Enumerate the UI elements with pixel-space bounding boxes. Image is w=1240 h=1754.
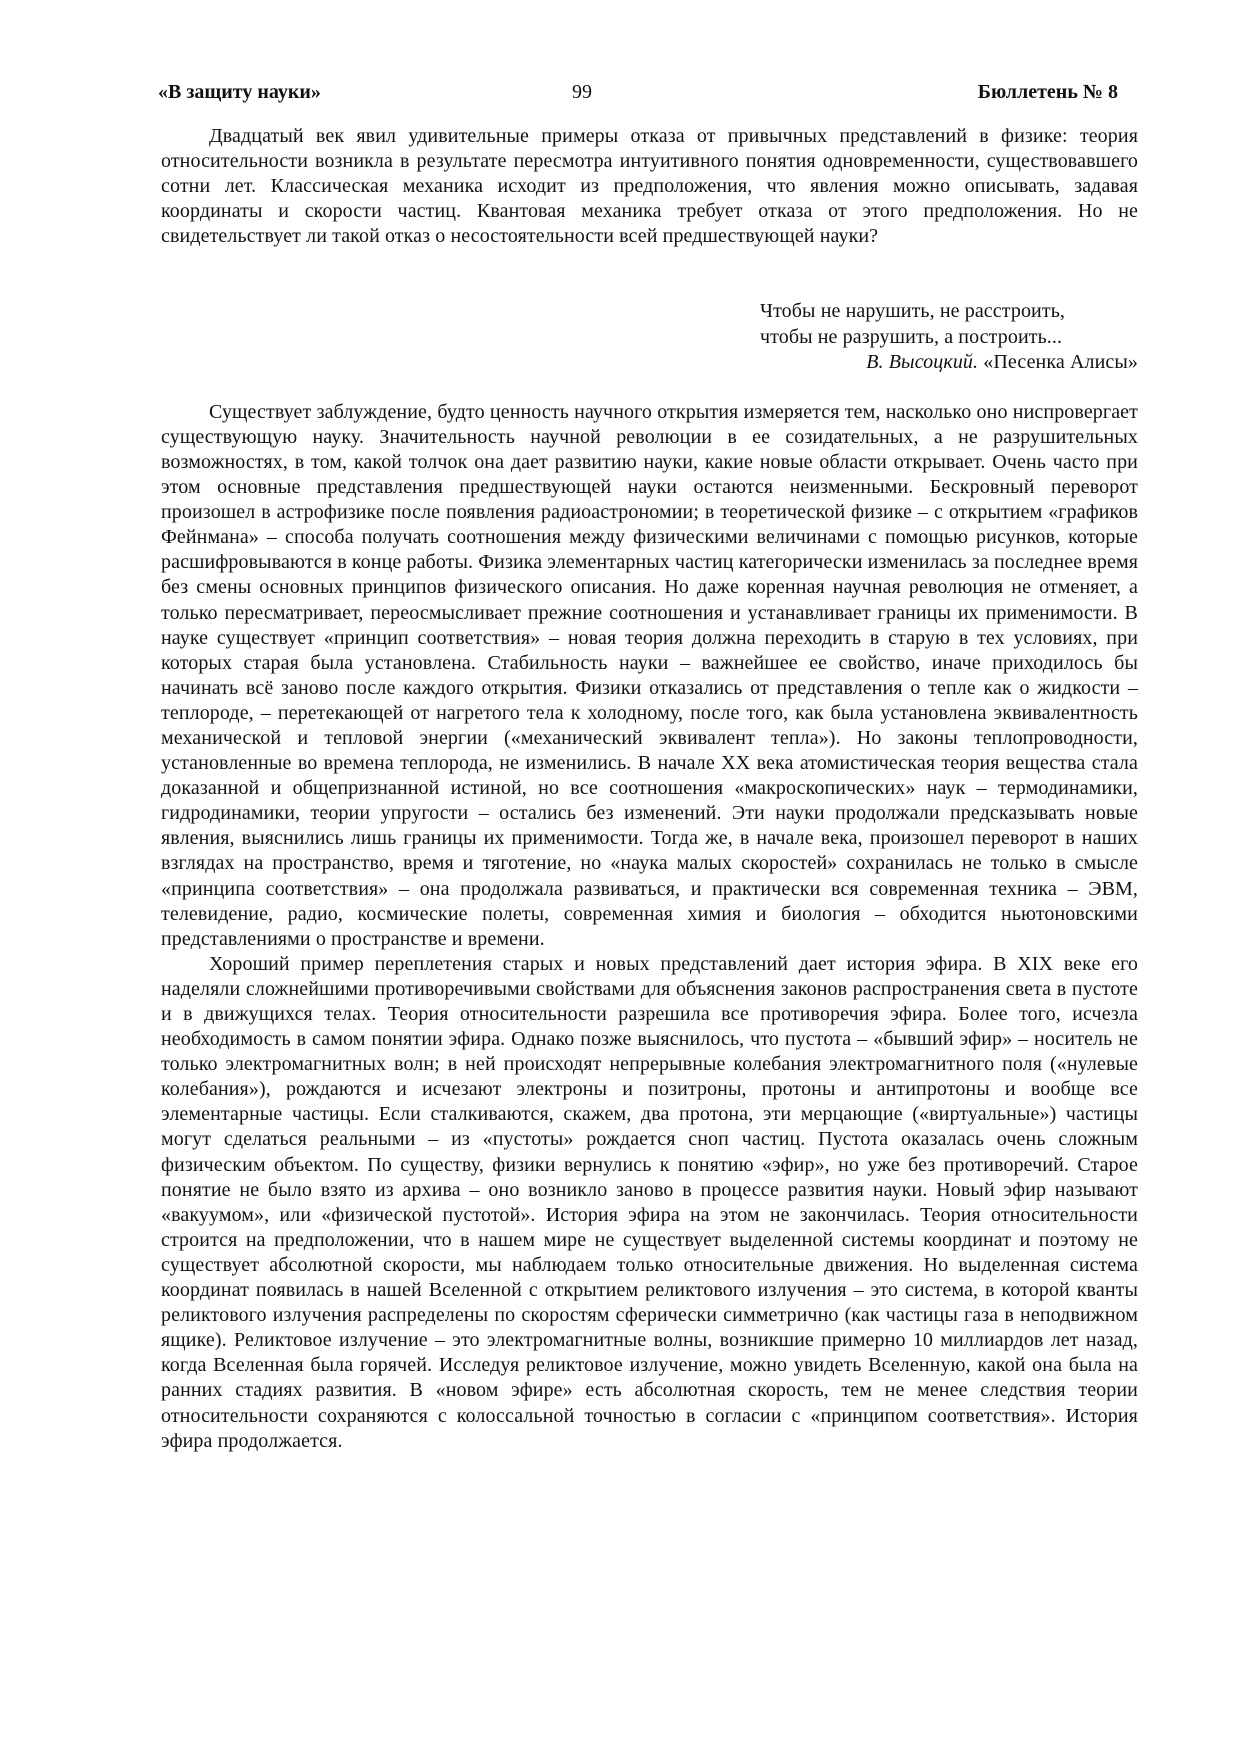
paragraph-science-stability: Существует заблуждение, будто ценность научного открытия измеряется тем, насколько оно ниспровергает существующую науку. Значительность научной революции в ее созидательных, а не разрушительных возможностях, в том, какой толчок она дает развитию науки, какие новые области открывает. Очень часто при этом основные представления предшествующей науки остаются неизменными. Бескровный переворот произошел в астрофизике после появления радиоастрономии; в теоретической физике – с открытием «графиков Фейнмана» – способа получать соотношения между физическими величинами с помощью рисунков, которые расшифровываются в конце работы. Физика элементарных частиц категорически изменилась за последнее время без смены основных принципов физического описания. Но даже коренная научная революция не отменяет, а только пересматривает, переосмысливает прежние соотношения и устанавливает границы их применимости. В науке существует «принцип соответствия» – новая теория должна переходить в старую в тех условиях, при которых старая была установлена. Стабильность науки – важнейшее ее свойство, иначе приходилось бы начинать всё заново после каждого открытия. Физики отказались от представления о тепле как о жидкости – теплороде, – перетекающей от нагретого тела к холодному, после того, как была установлена эквивалентность механической и тепловой энергии («механический эквивалент тепла»). Но законы теплопроводности, установленные во времена теплорода, не изменились. В начале XX века атомистическая теория вещества стала доказанной и общепризнанной истиной, но все соотношения «макроскопических» наук – термодинамики, гидродинамики, теории упругости – остались без изменений. Эти науки продолжали предсказывать новые явления, выяснились лишь границы их применимости. Тогда же, в начале века, произошел переворот в наших взглядах на пространство, время и тяготение, но «наука малых скоростей» сохранилась не только в смысле «принципа соответствия» – она продолжала развиваться, и практически вся современная техника – ЭВМ, телевидение, радио, космические полеты, современная химия и биология – обходится ньютоновскими представлениями о пространстве и времени.	[161, 400, 1138, 950]
paragraph-ether-history: Хороший пример переплетения старых и новых представлений дает история эфира. В XIX веке его наделяли сложнейшими противоречивыми свойствами для объяснения законов распространения света в пустоте и в движущихся телах. Теория относительности разрешила все противоречия эфира. Более того, исчезла необходимость в самом понятии эфира. Однако позже выяснилось, что пустота – «бывший эфир» – носитель не только электромагнитных волн; в ней происходят непрерывные колебания электромагнитного поля («нулевые колебания»), рождаются и исчезают электроны и позитроны, протоны и антипротоны и вообще все элементарные частицы. Если сталкиваются, скажем, два протона, эти мерцающие («виртуальные») частицы могут сделаться реальными – из «пустоты» рождается сноп частиц. Пустота оказалась очень сложным физическим объектом. По существу, физики вернулись к понятию «эфир», но уже без противоречий. Старое понятие не было взято из архива – оно возникло заново в процессе развития науки. Новый эфир называют «вакуумом», или «физической пустотой». История эфира на этом не закончилась. Теория относительности строится на предположении, что в нашем мире не существует выделенной системы координат и поэтому не существует абсолютной скорости, мы наблюдаем только относительные движения. Но выделенная система координат появилась в нашей Вселенной с открытием реликтового излучения – это система, в которой кванты реликтового излучения распределены по скоростям сферически симметрично (как частицы газа в неподвижном ящике). Реликтовое излучение – это электромагнитные волны, возникшие примерно 10 миллиардов лет назад, когда Вселенная была горячей. Исследуя реликтовое излучение, можно увидеть Вселенную, какой она была на ранних стадиях развития. В «новом эфире» есть абсолютная скорость, тем не менее следствия теории относительности сохраняются с колоссальной точностью в согласии с «принципом соответствия». История эфира продолжается.	[161, 952, 1138, 1452]
header-bulletin-number: Бюллетень № 8	[977, 81, 1118, 103]
epigraph-song-title: «Песенка Алисы»	[978, 350, 1138, 373]
epigraph	[760, 299, 1138, 374]
epigraph-verse-line-2: чтобы не разрушить, а построить...	[760, 325, 1063, 348]
page-number: 99	[572, 81, 592, 103]
paragraph-intro: Двадцатый век явил удивительные примеры отказа от привычных представлений в физике: теория относительности возникла в результате пересмотра интуитивного понятия одновременности, существовавшего сотни лет. Классическая механика исходит из предположения, что явления можно описывать, задавая координаты и скорости частиц. Квантовая механика требует отказа от этого предположения. Но не свидетельствует ли такой отказ о несостоятельности всей предшествующей науки?	[161, 125, 1138, 248]
page-header	[158, 80, 1138, 108]
header-journal-title: «В защиту науки»	[158, 81, 321, 103]
document-body	[161, 124, 1138, 1454]
epigraph-verse-line-1: Чтобы не нарушить, не расстроить,	[760, 300, 1066, 323]
epigraph-attribution	[760, 350, 1138, 375]
epigraph-author: В. Высоцкий.	[866, 350, 979, 373]
